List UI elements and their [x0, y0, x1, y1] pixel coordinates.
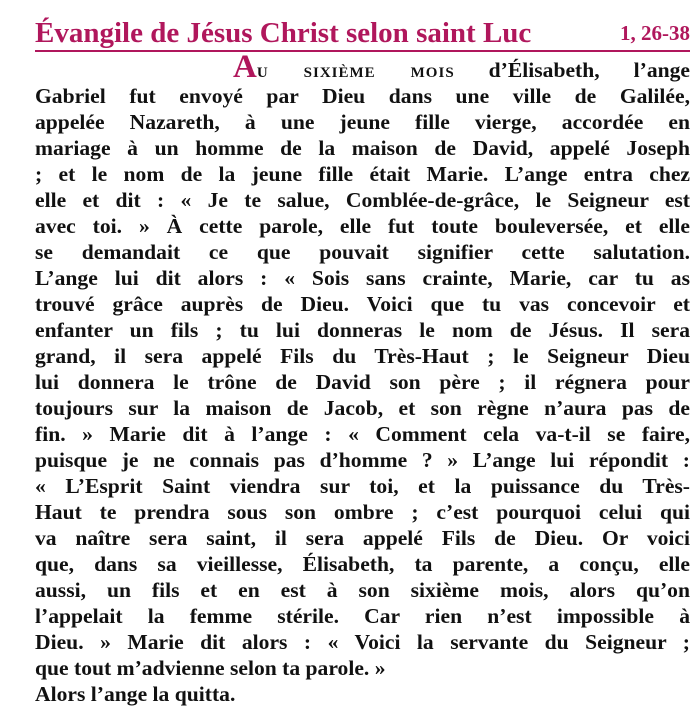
gospel-title: Évangile de Jésus Christ selon saint Luc — [35, 17, 532, 49]
text-line: Alors l’ange la quitta. — [35, 682, 236, 706]
text-line: va naître sera saint, il sera appelé Fils de Dieu. Or voici — [35, 526, 690, 550]
text-line: Dieu. » Marie dit alors : « Voici la servante du Seigneur ; — [35, 630, 690, 654]
text-line: que tout m’advienne selon ta parole. » — [35, 656, 386, 680]
text-line: enfanter un fils ; tu lui donneras le nom de Jésus. Il sera — [35, 318, 690, 342]
text-line: grand, il sera appelé Fils du Très-Haut ; le Seigneur Dieu — [35, 344, 690, 368]
text-line: « L’Esprit Saint viendra sur toi, et la puissance du Très- — [35, 474, 690, 498]
text-line: trouvé grâce auprès de Dieu. Voici que tu vas concevoir et — [35, 292, 690, 316]
text-line: Haut te prendra sous son ombre ; c’est pourquoi celui qui — [35, 500, 690, 524]
text-line: Gabriel fut envoyé par Dieu dans une ville de Galilée, — [35, 84, 690, 108]
text-line: elle et dit : « Je te salue, Comblée-de-grâce, le Seigneur est — [35, 188, 690, 212]
text-line-segment: d’Élisabeth, l’ange — [454, 58, 691, 82]
gospel-header — [35, 10, 690, 52]
text-line: se demandait ce que pouvait signifier cette salutation. — [35, 240, 690, 264]
text-line: lui donnera le trône de David son père ; il régnera pour — [35, 370, 690, 394]
text-line: que, dans sa vieillesse, Élisabeth, ta parente, a conçu, elle — [35, 552, 690, 576]
gospel-text — [35, 49, 691, 707]
text-line: appelée Nazareth, à une jeune fille vierge, accordée en — [35, 110, 690, 134]
text-line: l’appelait la femme stérile. Car rien n’est impossible à — [35, 604, 690, 628]
text-line: toujours sur la maison de Jacob, et son règne n’aura pas de — [35, 396, 690, 420]
text-line — [35, 49, 691, 85]
text-line: puisque je ne connais pas d’homme ? » L’ange lui répondit : — [35, 448, 690, 472]
text-line: L’ange lui dit alors : « Sois sans crainte, Marie, car tu as — [35, 266, 690, 290]
text-line: fin. » Marie dit à l’ange : « Comment cela va-t-il se faire, — [35, 422, 690, 446]
text-line: aussi, un fils et en est à son sixième mois, alors qu’on — [35, 578, 690, 602]
text-line: ; et le nom de la jeune fille était Marie. L’ange entra chez — [35, 162, 690, 186]
drop-cap: A — [233, 49, 257, 85]
text-line: mariage à un homme de la maison de David, appelé Joseph — [35, 136, 690, 160]
text-line: avec toi. » À cette parole, elle fut toute bouleversée, et elle — [35, 214, 690, 238]
verse-reference: 1, 26-38 — [620, 21, 690, 45]
opening-small-caps: u sixième mois — [256, 58, 455, 82]
